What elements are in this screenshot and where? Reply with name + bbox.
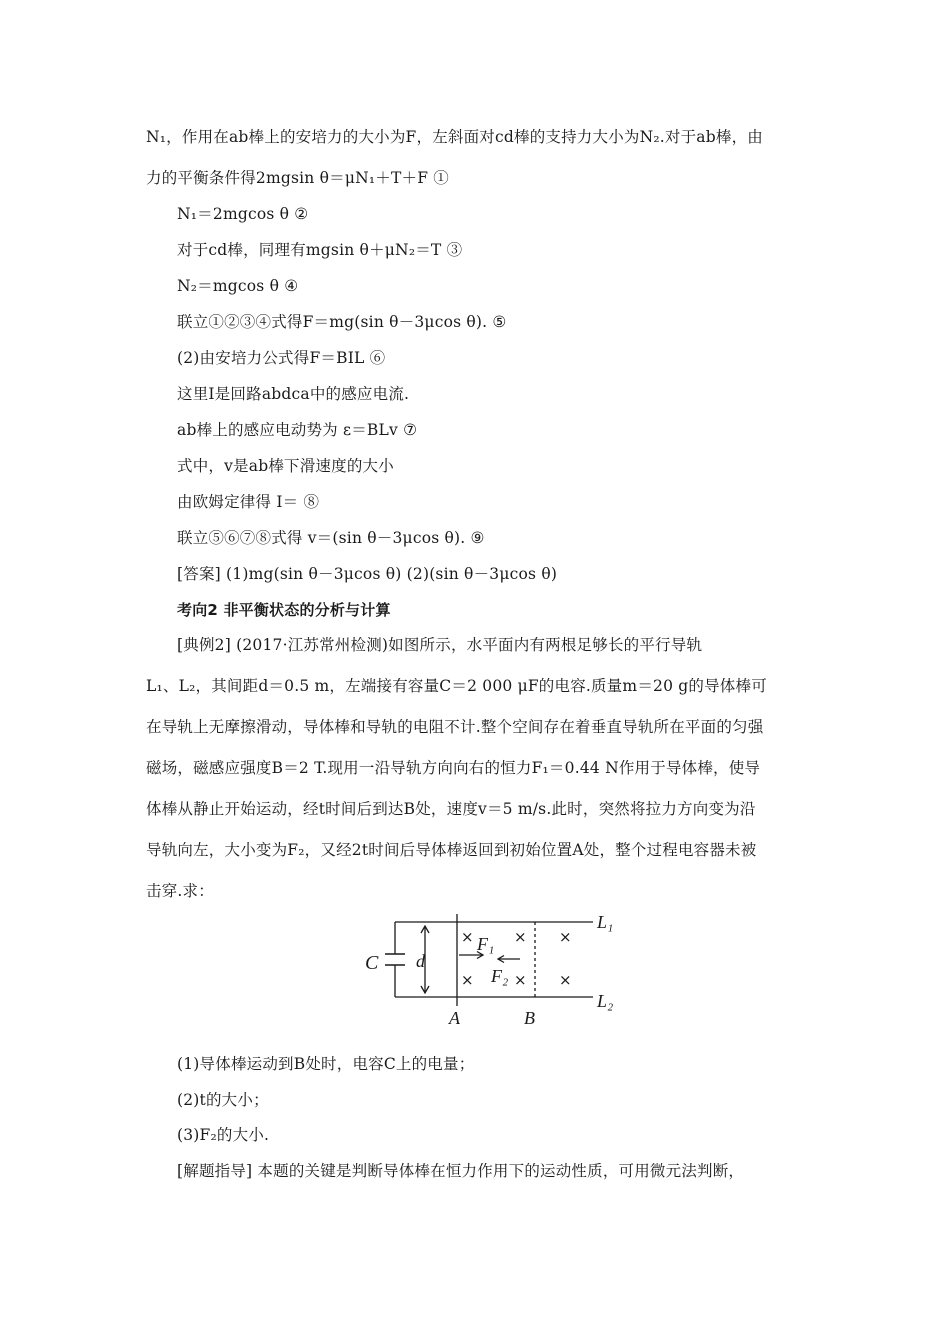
field-cross: × — [461, 928, 474, 946]
field-cross: × — [514, 928, 527, 946]
text-line-1: N₁，作用在ab棒上的安培力的大小为F，左斜面对cd棒的支持力大小为N₂.对于ab棒，由 — [146, 128, 763, 146]
example-line-3: 在导轨上无摩擦滑动，导体棒和导轨的电阻不计.整个空间存在着垂直导轨所在平面的匀强 — [146, 718, 764, 736]
equation-9: 联立⑤⑥⑦⑧式得 v＝(sin θ－3μcos θ). ⑨ — [177, 529, 485, 547]
rail-circuit-diagram — [365, 912, 625, 1027]
label-F1: F₁ — [477, 934, 495, 954]
equation-4: N₂＝mgcos θ ④ — [177, 277, 299, 295]
label-L1: L₁ — [597, 912, 614, 932]
text-line-current: 这里I是回路abdca中的感应电流. — [177, 385, 410, 403]
example-line-2: L₁、L₂，其间距d＝0.5 m，左端接有容量C＝2 000 μF的电容.质量m＝20 g的导体棒可 — [146, 677, 767, 695]
equation-6: (2)由安培力公式得F＝BIL ⑥ — [177, 349, 386, 367]
field-cross: × — [559, 971, 572, 989]
equation-8: 由欧姆定律得 I＝ ⑧ — [177, 493, 320, 511]
label-d: d — [416, 951, 425, 971]
label-C: C — [365, 952, 379, 974]
example-line-1: [典例2] (2017·江苏常州检测)如图所示，水平面内有两根足够长的平行导轨 — [177, 636, 703, 654]
label-L2: L₂ — [597, 991, 614, 1011]
field-cross: × — [461, 971, 474, 989]
field-cross: × — [559, 928, 572, 946]
question-1: (1)导体棒运动到B处时，电容C上的电量； — [177, 1055, 475, 1073]
example-line-4: 磁场，磁感应强度B＝2 T.现用一沿导轨方向向右的恒力F₁＝0.44 N作用于导体棒，使导 — [146, 759, 761, 777]
label-A: A — [449, 1008, 460, 1027]
equation-7: ab棒上的感应电动势为 ε＝BLv ⑦ — [177, 421, 418, 439]
label-B: B — [524, 1008, 535, 1027]
field-cross: × — [514, 971, 527, 989]
example-line-7: 击穿.求： — [146, 882, 214, 900]
answer-line: [答案] (1)mg(sin θ－3μcos θ) (2)(sin θ－3μcos θ) — [177, 565, 558, 583]
example-line-5: 体棒从静止开始运动，经t时间后到达B处，速度v＝5 m/s.此时，突然将拉力方向变为沿 — [146, 800, 756, 818]
question-3: (3)F₂的大小. — [177, 1126, 270, 1144]
label-F2: F₂ — [491, 966, 509, 986]
text-line-velocity: 式中，v是ab棒下滑速度的大小 — [177, 457, 394, 475]
section-heading: 考向2 非平衡状态的分析与计算 — [177, 601, 391, 619]
equation-3: 对于cd棒，同理有mgsin θ＋μN₂＝T ③ — [177, 241, 463, 259]
solution-guide: [解题指导] 本题的关键是判断导体棒在恒力作用下的运动性质，可用微元法判断， — [177, 1162, 745, 1180]
text-line-2: 力的平衡条件得2mgsin θ＝μN₁＋T＋F ① — [146, 169, 450, 187]
example-line-6: 导轨向左，大小变为F₂，又经2t时间后导体棒返回到初始位置A处，整个过程电容器未被 — [146, 841, 757, 859]
rail-circuit-figure — [365, 912, 625, 1027]
equation-2: N₁＝2mgcos θ ② — [177, 205, 309, 223]
question-2: (2)t的大小； — [177, 1091, 269, 1109]
equation-5: 联立①②③④式得F＝mg(sin θ－3μcos θ). ⑤ — [177, 313, 507, 331]
